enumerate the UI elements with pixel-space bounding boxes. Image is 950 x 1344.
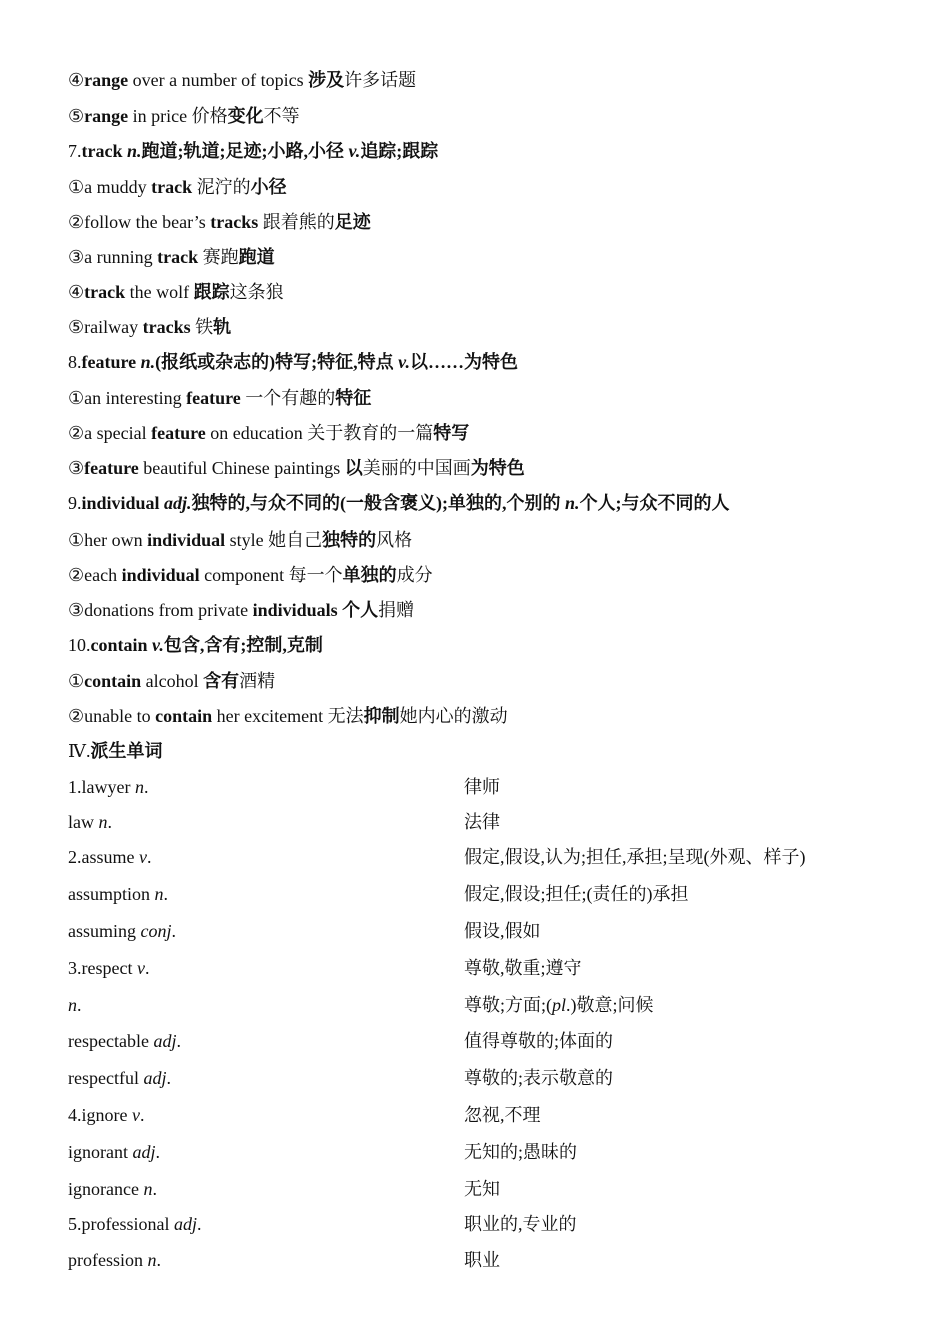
text-run: law bbox=[68, 812, 99, 832]
text-run: . bbox=[144, 958, 150, 978]
text-run: feature bbox=[81, 352, 137, 372]
text-run: over a number of topics bbox=[128, 70, 309, 90]
text-run: 派生单词 bbox=[90, 741, 163, 761]
text-run: 跟踪 bbox=[193, 282, 230, 302]
text-run: 7. bbox=[68, 141, 82, 161]
sense-line bbox=[68, 633, 323, 657]
text-run: 以……为特色 bbox=[409, 352, 518, 372]
text-run: assuming bbox=[68, 921, 141, 941]
derived-word bbox=[68, 882, 168, 906]
sense-line bbox=[68, 491, 730, 515]
derived-word bbox=[68, 919, 176, 943]
sense-line bbox=[68, 315, 231, 339]
text-run: .)敬意;问候 bbox=[566, 995, 654, 1015]
text-run: individuals bbox=[252, 600, 338, 620]
derived-meaning: 法律 bbox=[464, 812, 500, 832]
text-run: component 每一个 bbox=[199, 565, 343, 585]
text-run: 跑道 bbox=[238, 247, 275, 267]
derived-meaning: 尊敬,敬重;遵守 bbox=[464, 958, 582, 978]
text-run: 轨 bbox=[213, 317, 232, 337]
text-run: v. bbox=[152, 635, 164, 655]
text-run: conj bbox=[140, 921, 172, 941]
text-run: ①an interesting bbox=[68, 388, 187, 408]
text-run: adj bbox=[173, 1214, 197, 1234]
text-run: . bbox=[139, 1105, 145, 1125]
sense-line bbox=[68, 210, 371, 234]
text-run: contain bbox=[84, 671, 142, 691]
sense-line bbox=[68, 350, 518, 374]
derived-meaning: 值得尊敬的;体面的 bbox=[464, 1031, 614, 1051]
text-run: 个人;与众不同的人 bbox=[579, 493, 730, 513]
derived-meaning: 职业的,专业的 bbox=[464, 1214, 577, 1234]
text-run: ⑤railway bbox=[68, 317, 143, 337]
derived-word bbox=[68, 1177, 157, 1201]
text-run: tracks bbox=[142, 317, 191, 337]
sense-line bbox=[68, 175, 287, 199]
text-run: ③a running bbox=[68, 247, 158, 267]
derived-word bbox=[68, 1248, 161, 1272]
text-run: individual bbox=[121, 565, 200, 585]
text-run: ① bbox=[68, 671, 85, 691]
section-heading bbox=[68, 739, 162, 763]
text-run: her excitement 无法 bbox=[212, 706, 364, 726]
text-run: v bbox=[131, 1105, 140, 1125]
sense-line bbox=[68, 421, 469, 445]
text-run: feature bbox=[84, 458, 139, 478]
text-run: 赛跑 bbox=[198, 247, 239, 267]
text-run: adj bbox=[143, 1068, 167, 1088]
text-run: 为特色 bbox=[470, 458, 525, 478]
text-run: 单独的 bbox=[342, 565, 397, 585]
text-run: n bbox=[98, 812, 108, 832]
text-run: 风格 bbox=[376, 530, 413, 550]
text-run: 泥泞的 bbox=[192, 177, 251, 197]
text-run: track bbox=[81, 141, 123, 161]
text-run: . bbox=[152, 1179, 157, 1199]
text-run: 许多话题 bbox=[344, 70, 417, 90]
text-run: ④ bbox=[68, 282, 85, 302]
text-run: 1.lawyer bbox=[68, 777, 135, 797]
derived-word bbox=[68, 1029, 181, 1053]
text-run: ①a muddy bbox=[68, 177, 152, 197]
text-run: 铁 bbox=[190, 317, 214, 337]
text-run: n bbox=[68, 995, 77, 1015]
sense-line bbox=[68, 280, 284, 304]
text-run: 特征 bbox=[335, 388, 372, 408]
derived-meaning: 职业 bbox=[464, 1250, 500, 1270]
sense-line bbox=[68, 139, 438, 163]
text-run: in price 价格 bbox=[128, 106, 228, 126]
derived-word bbox=[68, 775, 148, 799]
text-run: beautiful Chinese paintings bbox=[138, 458, 345, 478]
derived-word bbox=[68, 845, 152, 869]
text-run: 涉及 bbox=[308, 70, 345, 90]
text-run: ②each bbox=[68, 565, 122, 585]
text-run: n. bbox=[126, 141, 142, 161]
text-run: feature bbox=[186, 388, 241, 408]
text-run: n bbox=[143, 1179, 153, 1199]
text-run: (报纸或杂志的)特写;特征,特点 bbox=[155, 352, 399, 372]
text-run: n bbox=[147, 1250, 157, 1270]
text-run: . bbox=[107, 812, 112, 832]
derived-word bbox=[68, 993, 82, 1017]
sense-line bbox=[68, 669, 275, 693]
text-run: 2.assume bbox=[68, 847, 139, 867]
text-run: 8. bbox=[68, 352, 82, 372]
text-run: . bbox=[171, 921, 177, 941]
text-run: profession bbox=[68, 1250, 148, 1270]
text-run: feature bbox=[151, 423, 206, 443]
text-run: 美丽的中国画 bbox=[362, 458, 471, 478]
text-run: 酒精 bbox=[239, 671, 276, 691]
sense-line bbox=[68, 68, 416, 92]
text-run: adj bbox=[132, 1142, 156, 1162]
text-run: range bbox=[84, 106, 129, 126]
text-run: . bbox=[197, 1214, 202, 1234]
text-run: tracks bbox=[210, 212, 259, 232]
text-run: 跑道;轨道;足迹;小路,小径 bbox=[141, 141, 349, 161]
text-run: ③donations from private bbox=[68, 600, 253, 620]
text-run: 尊敬;方面;( bbox=[464, 995, 552, 1015]
derived-meaning: 无知的;愚昧的 bbox=[464, 1142, 578, 1162]
derived-word bbox=[68, 956, 149, 980]
text-run: respectable bbox=[68, 1031, 154, 1051]
text-run: ④ bbox=[68, 70, 85, 90]
derived-word bbox=[68, 1140, 160, 1164]
text-run: ②a special bbox=[68, 423, 152, 443]
text-run: Ⅳ. bbox=[68, 741, 91, 761]
sense-line bbox=[68, 598, 414, 622]
text-run: pl bbox=[552, 995, 567, 1015]
derived-meaning: 假设,假如 bbox=[464, 921, 541, 941]
text-run: 跟着熊的 bbox=[258, 212, 335, 232]
text-run: 变化 bbox=[227, 106, 264, 126]
text-run: 抑制 bbox=[363, 706, 400, 726]
text-run: n bbox=[154, 884, 164, 904]
text-run: . bbox=[143, 777, 149, 797]
text-run: ②follow the bear’s bbox=[68, 212, 211, 232]
text-run: 追踪;跟踪 bbox=[360, 141, 439, 161]
text-run: individual bbox=[81, 493, 160, 513]
text-run: ③ bbox=[68, 458, 85, 478]
text-run: 独特的 bbox=[322, 530, 377, 550]
derived-meaning bbox=[464, 993, 654, 1017]
text-run: . bbox=[156, 1250, 161, 1270]
text-run: v bbox=[136, 958, 145, 978]
text-run: ignorant bbox=[68, 1142, 133, 1162]
sense-line bbox=[68, 563, 433, 587]
derived-meaning: 假定,假设;担任;(责任的)承担 bbox=[464, 884, 689, 904]
derived-meaning: 假定,假设,认为;担任,承担;呈现(外观、样子) bbox=[464, 847, 806, 867]
derived-word bbox=[68, 810, 112, 834]
text-run: 3.respect bbox=[68, 958, 137, 978]
derived-meaning: 无知 bbox=[464, 1179, 500, 1199]
text-run: 以 bbox=[344, 458, 363, 478]
derived-meaning: 尊敬的;表示敬意的 bbox=[464, 1068, 614, 1088]
text-run: n. bbox=[140, 352, 156, 372]
text-run: v bbox=[139, 847, 147, 867]
text-run: 特写 bbox=[433, 423, 470, 443]
text-run: 成分 bbox=[396, 565, 433, 585]
text-run: 10. bbox=[68, 635, 91, 655]
text-run: 独特的,与众不同的(一般含褒义);单独的,个别的 bbox=[191, 493, 566, 513]
text-run: 5.professional bbox=[68, 1214, 174, 1234]
text-run: contain bbox=[90, 635, 148, 655]
text-run: 捐赠 bbox=[378, 600, 415, 620]
text-run: 个人 bbox=[342, 600, 379, 620]
text-run: . bbox=[77, 995, 82, 1015]
text-run: v. bbox=[398, 352, 410, 372]
derived-meaning: 忽视,不理 bbox=[464, 1105, 541, 1125]
text-run: 她内心的激动 bbox=[399, 706, 508, 726]
text-run: ①her own bbox=[68, 530, 148, 550]
derived-meaning: 律师 bbox=[464, 777, 500, 797]
text-run: 不等 bbox=[263, 106, 300, 126]
text-run: 包含,含有;控制,克制 bbox=[163, 635, 323, 655]
text-run: alcohol bbox=[141, 671, 204, 691]
derived-word bbox=[68, 1212, 202, 1236]
sense-line bbox=[68, 386, 371, 410]
text-run: 4.ignore bbox=[68, 1105, 132, 1125]
text-run: on education 关于教育的一篇 bbox=[205, 423, 434, 443]
text-run: . bbox=[155, 1142, 161, 1162]
text-run: . bbox=[166, 1068, 171, 1088]
text-run: ⑤ bbox=[68, 106, 85, 126]
text-run: 9. bbox=[68, 493, 82, 513]
text-run: . bbox=[147, 847, 152, 867]
text-run: range bbox=[84, 70, 129, 90]
text-run: individual bbox=[147, 530, 226, 550]
text-run: v. bbox=[348, 141, 361, 161]
sense-line bbox=[68, 245, 275, 269]
text-run: n bbox=[134, 777, 144, 797]
text-run: ②unable to bbox=[68, 706, 156, 726]
text-run: adj. bbox=[164, 493, 192, 513]
text-run: track bbox=[157, 247, 199, 267]
text-run: ignorance bbox=[68, 1179, 144, 1199]
sense-line bbox=[68, 456, 525, 480]
sense-line bbox=[68, 528, 412, 552]
text-run: assumption bbox=[68, 884, 155, 904]
text-run: track bbox=[151, 177, 193, 197]
text-run: style 她自己 bbox=[225, 530, 323, 550]
text-run: respectful bbox=[68, 1068, 144, 1088]
text-run: . bbox=[176, 1031, 181, 1051]
derived-word bbox=[68, 1103, 144, 1127]
text-run: track bbox=[84, 282, 126, 302]
sense-line bbox=[68, 704, 508, 728]
derived-word bbox=[68, 1066, 171, 1090]
text-run: . bbox=[163, 884, 169, 904]
text-run: n. bbox=[565, 493, 580, 513]
text-run: 小径 bbox=[250, 177, 287, 197]
sense-line bbox=[68, 104, 300, 128]
text-run: 含有 bbox=[203, 671, 240, 691]
text-run: adj bbox=[153, 1031, 177, 1051]
text-run: 这条狼 bbox=[229, 282, 284, 302]
text-run: contain bbox=[155, 706, 213, 726]
text-run: the wolf bbox=[125, 282, 194, 302]
text-run: 足迹 bbox=[334, 212, 371, 232]
text-run: 一个有趣的 bbox=[240, 388, 336, 408]
